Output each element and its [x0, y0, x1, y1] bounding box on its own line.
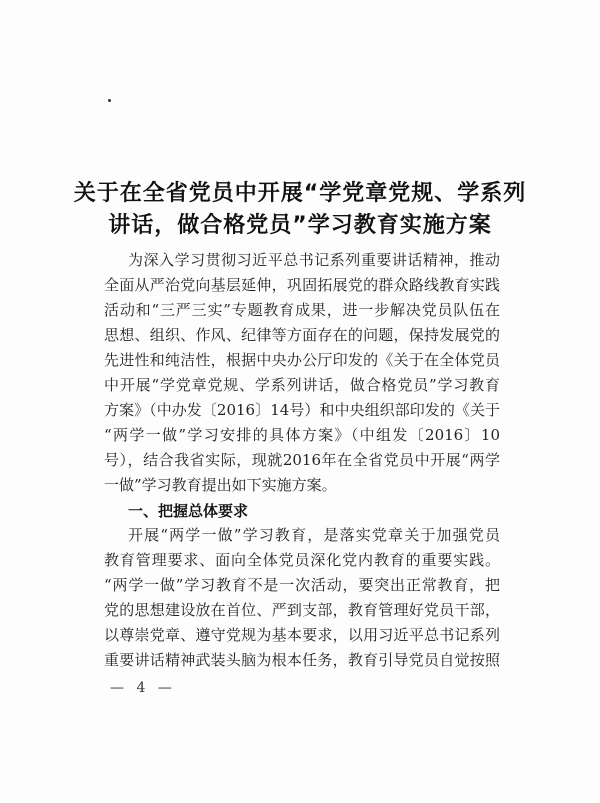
document-title-line-2: 讲话，做合格党员”学习教育实施方案 [108, 213, 492, 238]
paragraph-line: 方案》（中办发〔2016〕14号）和中央组织部印发的《关于 [104, 401, 500, 419]
paragraph-line: “两学一做”学习教育不是一次活动，要突出正常教育，把 [104, 576, 500, 594]
scan-speck [108, 99, 111, 102]
paragraph-line: 以尊崇党章、遵守党规为基本要求，以用习近平总书记系列 [104, 626, 500, 644]
document-title-line-1: 关于在全省党员中开展“学党章党规、学系列 [73, 181, 527, 206]
paragraph-line: 重要讲话精神武装头脑为根本任务，教育引导党员自觉按照 [104, 651, 500, 669]
paragraph-line: 党的思想建设放在首位、严到支部，教育管理好党员干部， [104, 601, 500, 619]
paragraph-line: “两学一做”学习安排的具体方案》（中组发〔2016〕10 [104, 426, 500, 444]
paragraph-line: 为深入学习贯彻习近平总书记系列重要讲话精神，推动 [128, 251, 500, 269]
paragraph-line: 先进性和纯洁性，根据中央办公厅印发的《关于在全体党员 [104, 351, 500, 369]
page-number: — 4 — [110, 680, 176, 696]
paragraph-line: 开展“两学一做”学习教育，是落实党章关于加强党员 [128, 526, 500, 544]
paragraph-line: 一做”学习教育提出如下实施方案。 [104, 476, 337, 494]
paragraph-line: 教育管理要求、面向全体党员深化党内教育的重要实践。 [104, 551, 500, 569]
paragraph-line: 中开展“学党章党规、学系列讲话，做合格党员”学习教育 [104, 376, 500, 394]
paragraph-line: 思想、组织、作风、纪律等方面存在的问题，保持发展党的 [104, 326, 500, 344]
paragraph-line: 号），结合我省实际，现就2016年在全省党员中开展“两学 [104, 451, 500, 469]
paragraph-line: 全面从严治党向基层延伸，巩固拓展党的群众路线教育实践 [104, 276, 500, 294]
section-heading: 一、把握总体要求 [128, 502, 249, 520]
paragraph-line: 活动和“三严三实”专题教育成果，进一步解决党员队伍在 [104, 301, 500, 319]
